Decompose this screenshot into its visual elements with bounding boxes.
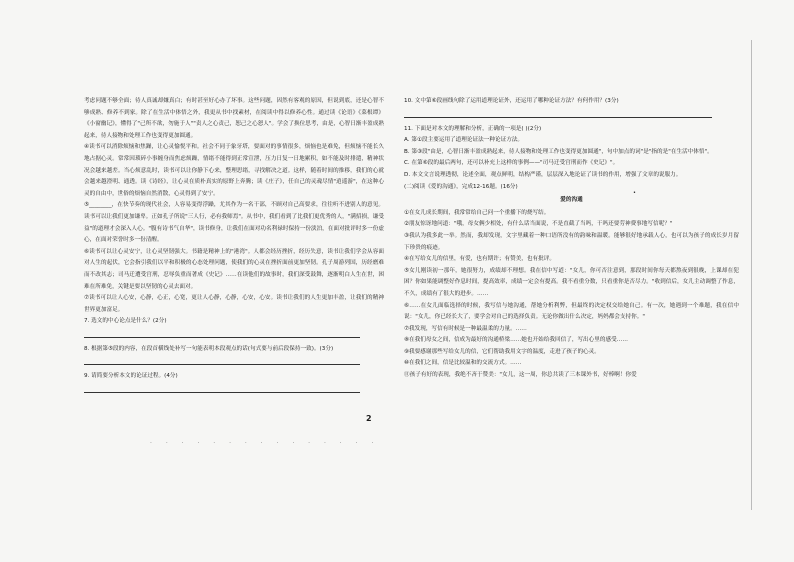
page-edge-divider <box>751 40 752 510</box>
left-paragraph-5: ⑦读书可以让人心安，心静，心正，心宽，更让人心静，心静，心安，心安。读书让我们的人生更加丰盈，让我们的精神世界更加富足。 <box>84 295 384 313</box>
essay-paragraph-3: ③我认为我多此一举。然而，我却发现，文字里藏着一种口语所没有的韵味和温暖。能够很好地承载人心，也可以为孩子的成长岁月留下珍贵的痕迹。 <box>404 232 739 251</box>
essay-paragraph-4: ④在写给女儿的信里，有爱，也有期许；有赞美，也有批评。 <box>404 256 555 263</box>
left-paragraph-2: ④读书可以消除烦恼和焦躁，让心灵愉悦平和。社会不同于象牙塔，要面对的事情很多，烦恼也是难免，但烦恼不能长久地占据心灵。常常因琐碎小事缠身而焦虑烦躁，情绪不能得到正常宣泄，压力日复一日地累积，如不能及时排遣，精神状况会越来越差。当心烦意乱时，读书可以让你静下心来，整理思绪，寻找解决之道。这样，随着时间的推移，我们的心就会越来越澄明、通透。读《诗经》，让心灵在质朴真实的原野上奔腾；读《庄子》，任自己的灵魂尽情"逍遥游"，在这种心灵的自由中，世俗的烦恼自然消散，心灵得到了安宁。 <box>84 144 384 197</box>
question-9: 9. 请简要分析本文的论证过程。(4分) <box>84 373 178 380</box>
essay-paragraph-1: ①在女儿成长期间，我常常给自己问一个重播下的烧写结。 <box>404 209 550 216</box>
essay-paragraph-7: ⑦我发现，写信有时候是一种最温柔的力量。…… <box>404 325 527 332</box>
option-a: A. 第①段主要运用了道理论证法一种论证方法。 <box>404 137 524 144</box>
right-column <box>404 96 739 382</box>
essay-paragraph-6: ⑥……在女儿面临选择的时候，我写信与她沟通，帮她分析利弊，但最终的决定权交给她自己。有一次，她遇到一个难题，我在信中说："女儿，你已经长大了，要学会对自己的选择负责。无论你做出什么决定，妈妈都会支持你。" <box>404 302 739 321</box>
essay-paragraph-8: ⑧在我们母女之间，信成为最好的沟通桥梁……她也开始给我回信了，写出心里的感受…… <box>404 337 628 344</box>
essay-paragraph-2: ②朋友惊讶地问道："哦，母女俩少相处，有什么话当面说，不是直截了当吗，干吗还要劳神费事地写信呢？" <box>404 221 673 228</box>
essay-paragraph-10: ⑩在我们之间，信是比较温和的交流方式。…… <box>404 360 522 367</box>
left-paragraph-3: ⑤________，在快节奏的现代社会，人容易变得浮躁，尤其作为一名干部，不顾对自己高要求，往往听不进别人的意见。读书可以让我们更加谦卑。正如孔子所说"三人行，必有我师焉"。从书中，我们看到了比我们更优秀的人，"满招损，谦受益"的道理才会深入人心。"腹有诗书气自华"，读书修身，让我们在面对功名利禄时保持一份淡泊，在面对批评时多一份虚心，在面对荣誉时多一份清醒。 <box>84 202 384 244</box>
answer-line-8 <box>84 355 360 365</box>
question-10: 10. 文中第⑥段画线句除了运用道理论证外，还运用了哪种论证方法？有何作用？(3分) <box>404 98 619 104</box>
bullet-mark: • <box>633 190 636 196</box>
essay-paragraph-5: ⑤女儿刚读初一那年，她很努力，成绩却不理想。我在信中写道："女儿，你可否注意到，那段时间你每天都熬夜到很晚，上课却在犯困？你如果能调整好作息时间，提高效率，成绩一定会有提高。我不看重分数，只看重你是否尽力。"收到信后，女儿主动调整了作息，不久，成绩有了很大的进步。…… <box>404 267 739 297</box>
left-paragraph-1: 考虑问题不够全面；待人真诚却嫌真白；有时甚至好心办了坏事。这些问题，因然有客观的原因，但说到底，还是心智不够成熟、修养不到家。除了在生活中体悟之外，我更从书中找素材，在阅读中得以修养心性。通过读《论语》《菜根谭》《小窗幽记》，懂得了"己所不欲，勿施于人""责人之心责己，恕己之心恕人"。学会了换位思考，由是，心智日渐丰盈成熟起来，待人接物和处理工作也变得更加圆通。 <box>84 98 384 139</box>
left-column <box>84 96 384 399</box>
answer-line-10 <box>404 108 712 118</box>
left-paragraph-4: ⑥读书可以让心灵安宁，让心灵坚韧强大。书籍是精神上的"港湾"。人都会经历挫折，经历失意，读书让我们学会从容面对人生的起伏，它会指引我们以平和积极的心态处理问题，使我们的心灵在挫折面前更加坚韧。孔子周游列国，历经磨难而不改其志；司马迁遭受宫刑，忍辱负重而著成《史记》……在读他们的故事时，我们深受鼓舞，逐渐明白人生在世，困难在所难免，关键是要以坚韧的心灵去面对。 <box>84 248 384 290</box>
option-c: C. 在第⑥段的最后两句，还可以补充上这样的事例——"司马迁受宫刑而作《史记》"。 <box>404 160 619 167</box>
question-8: 8. 根据第⑤段的内容，在段首横线处补写一句能表明本段观点的话(句式要与前后段保持一致)。(3分) <box>84 345 334 352</box>
question-7: 7. 选文的中心论点是什么？(2分) <box>84 318 167 325</box>
option-d: D. 本文文言说理透彻，论述全面，观点鲜明，结构严谨，层层深入地论证了读书的作用，增强了文章的说服力。 <box>404 171 682 178</box>
essay-paragraph-11: ⑪孩子有好的表现，我绝不吝于赞美："女儿，这一周，你总共读了三本课外书，好棒啊！你爱 <box>404 372 637 379</box>
reading-intro: (二)阅读《爱的沟通》，完成12-16题。(16分) <box>404 183 518 190</box>
essay-title: 爱的沟通 <box>560 197 583 204</box>
option-b: B. 第③段"由是，心智日渐丰盈成熟起来，待人接物和处理工作也变得更加圆通"，句中加点的词"是"指的是"在生活中体悟"。 <box>404 148 713 155</box>
question-11: 11. 下面是对本文的理解和分析，正确的一项是( )(2分) <box>404 125 542 132</box>
essay-paragraph-9: ⑨我要感谢那些写给女儿的信，它们帮助我用文字的温度，走进了孩子的心灵。 <box>404 348 600 355</box>
answer-line-9 <box>84 383 360 393</box>
scan-dots-decoration: · · · · · · · · · · · · · · · <box>150 440 380 447</box>
answer-line-7 <box>84 328 360 338</box>
page-number: 2 <box>366 414 372 423</box>
